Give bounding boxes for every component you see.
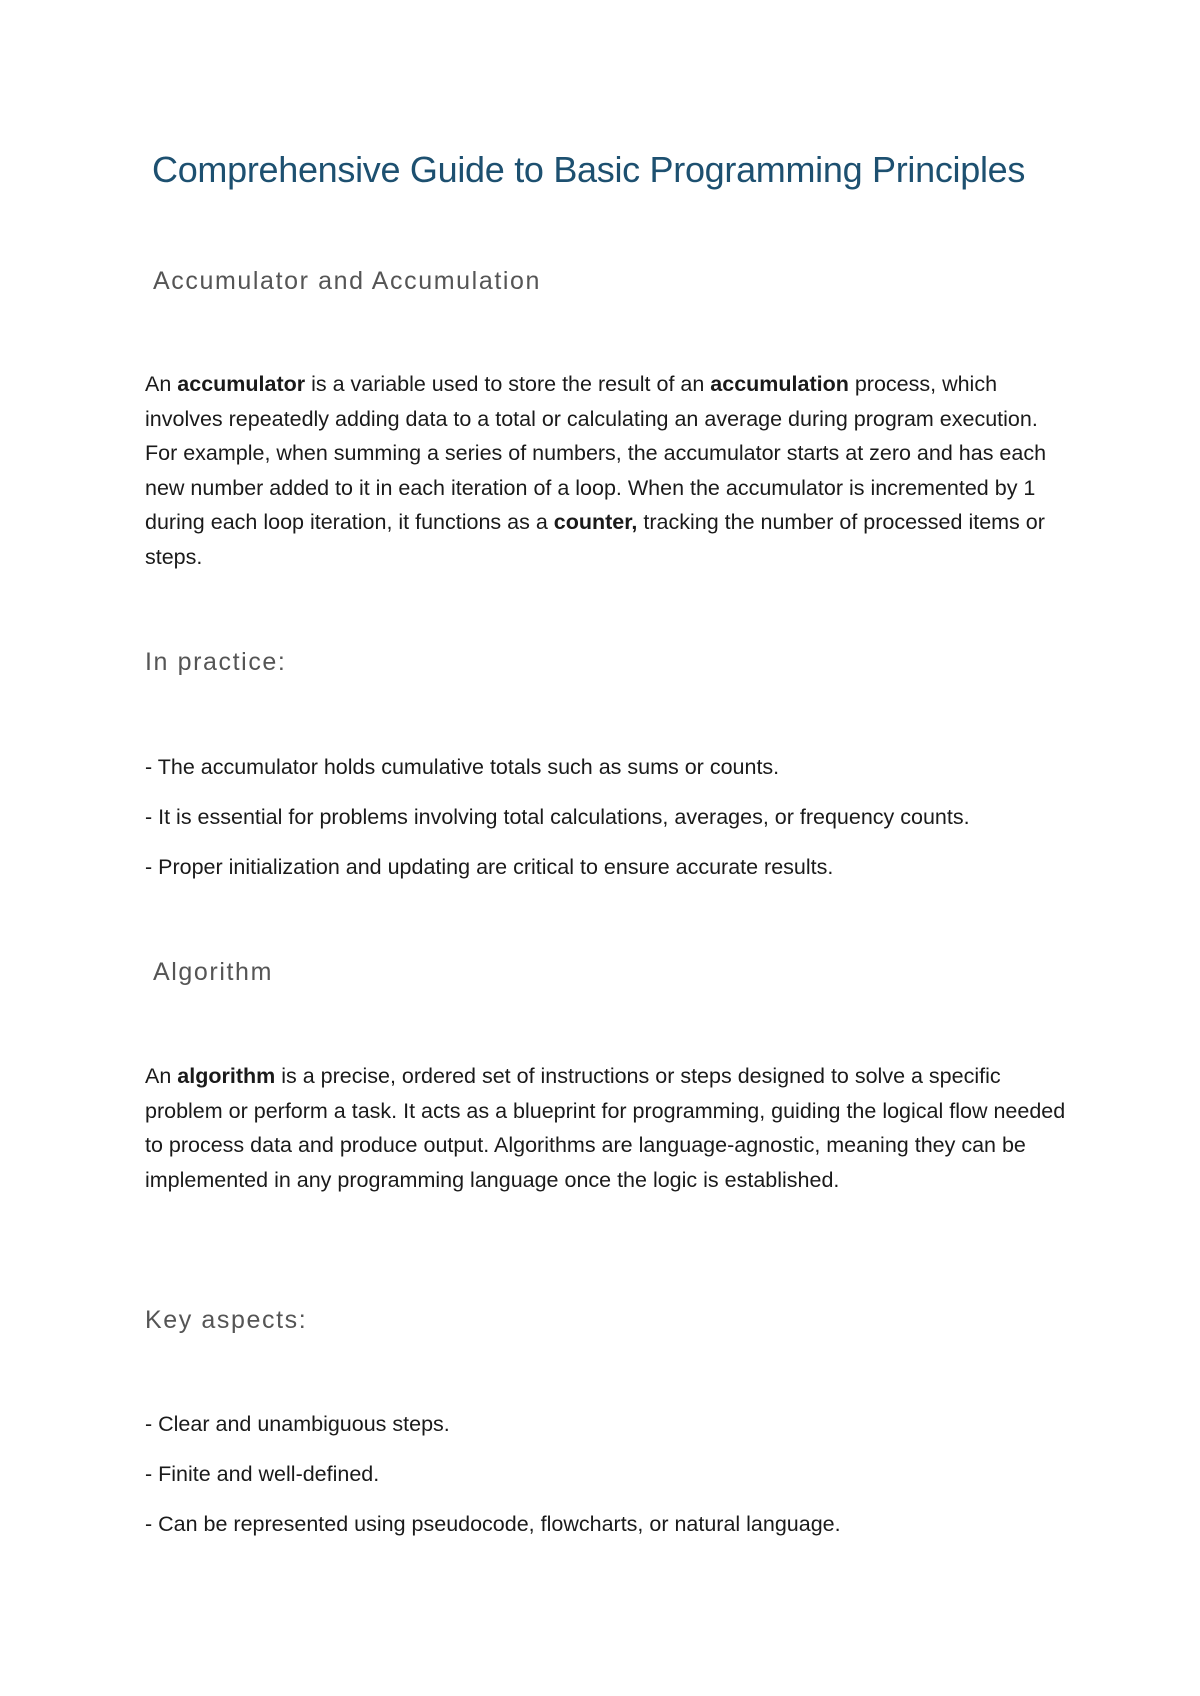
list-item: - Finite and well-defined. xyxy=(145,1462,380,1486)
page-title: Comprehensive Guide to Basic Programming Principles xyxy=(152,149,1026,190)
para-text: is a variable used to store the result of an xyxy=(305,372,711,396)
term-counter: counter, xyxy=(553,510,638,534)
section-heading-accumulator: Accumulator and Accumulation xyxy=(153,267,542,295)
section-heading-key-aspects: Key aspects: xyxy=(145,1306,308,1334)
term-algorithm: algorithm xyxy=(177,1064,276,1088)
section-heading-algorithm: Algorithm xyxy=(153,958,273,986)
para-text: is a precise, ordered set of instructions or steps designed to solve a specific problem or perform a task. It acts as a blueprint for programming, guiding the logical flow needed to process data and produce output. Algorithms are language-agnostic, meaning they can be implemented in any programming language once the logic is established. xyxy=(145,1064,1066,1192)
algorithm-paragraph xyxy=(145,1059,1075,1197)
list-item: - Clear and unambiguous steps. xyxy=(145,1412,450,1436)
para-text: An xyxy=(145,372,178,396)
section-heading-in-practice: In practice: xyxy=(145,648,287,676)
accumulator-paragraph xyxy=(145,367,1075,574)
list-item: - It is essential for problems involving total calculations, averages, or frequency counts. xyxy=(145,805,970,829)
para-text: tracking the number of processed items or steps. xyxy=(145,510,1045,569)
term-accumulation: accumulation xyxy=(710,372,849,396)
list-item: - Proper initialization and updating are critical to ensure accurate results. xyxy=(145,855,834,879)
term-accumulator: accumulator xyxy=(177,372,306,396)
list-item: - Can be represented using pseudocode, flowcharts, or natural language. xyxy=(145,1512,841,1536)
list-item: - The accumulator holds cumulative totals such as sums or counts. xyxy=(145,755,780,779)
para-text: An xyxy=(145,1064,178,1088)
para-text: process, which involves repeatedly adding data to a total or calculating an average during program execution. For example, when summing a series of numbers, the accumulator starts at zero and has each new number added to it in each iteration of a loop. When the accumulator is incremented by 1 during each loop iteration, it functions as a xyxy=(145,372,1047,534)
